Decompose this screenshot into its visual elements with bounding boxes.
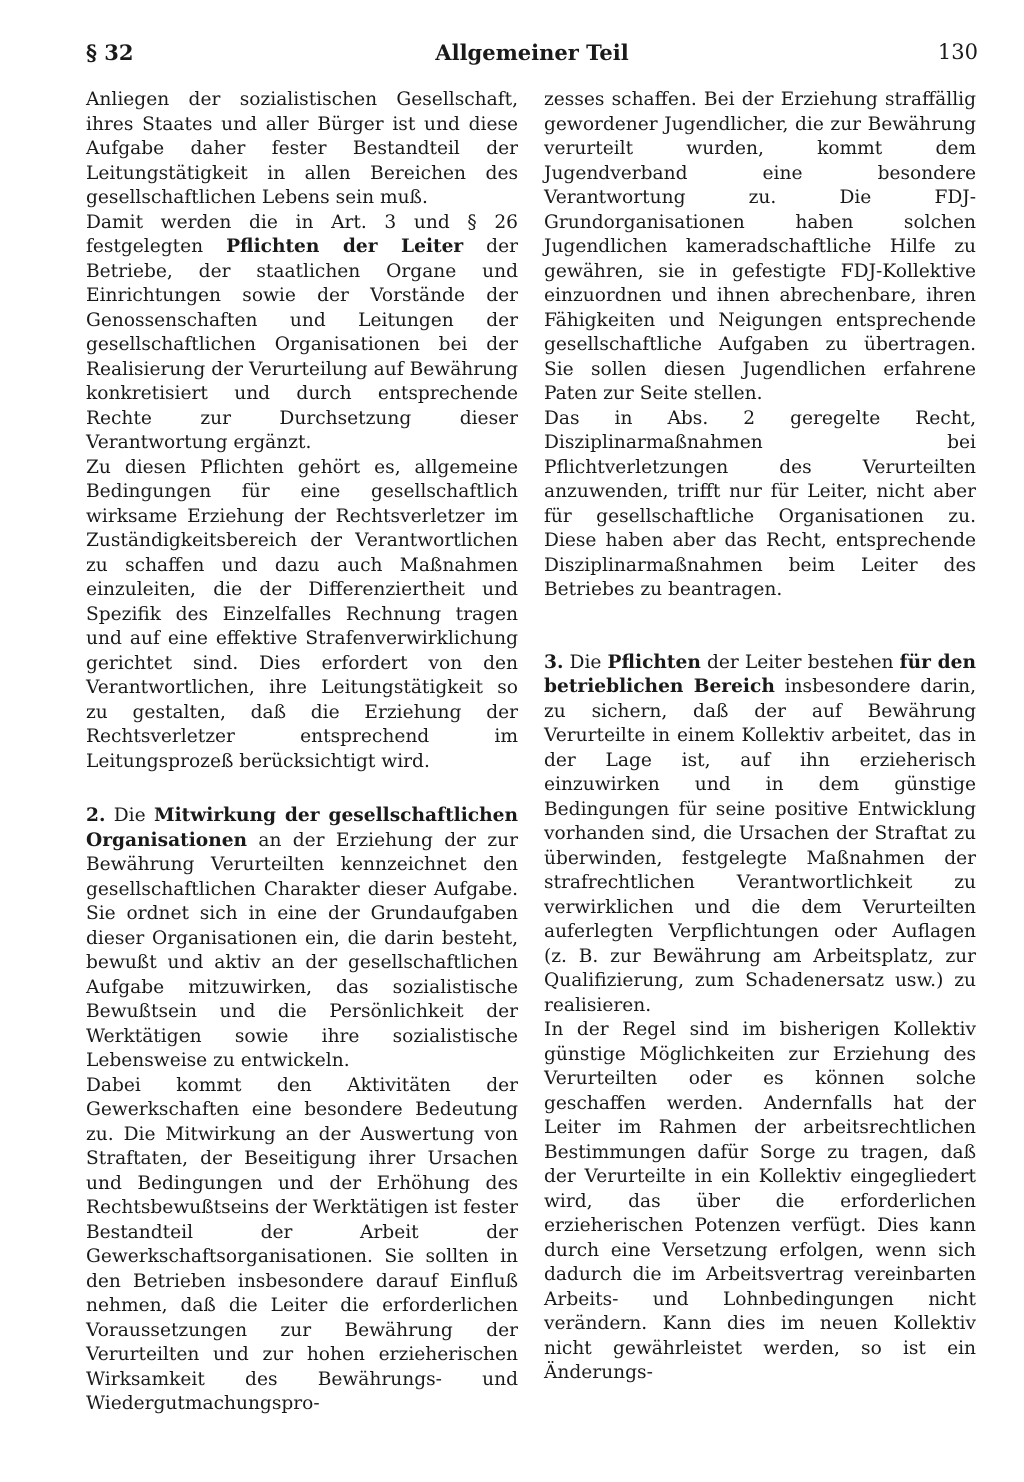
paragraph-number: 2. [86, 805, 106, 826]
paragraph-text: insbesondere darin, zu sichern, daß der auf Bewährung Verurteilte in einem Kollektiv arbeitet, das in der Lage ist, auf ihn erzieherisch einzuwirken und in dem günstige Bedingungen für seine positive Entwicklung vorhanden sind, die Ursachen der Straftat zu überwinden, festgelegte Maßnahmen der strafrechtlichen Verantwortlichkeit zu verwirklichen und die dem Verurteilten auferlegten Verpflichtungen oder Auflagen (z. B. zur Bewährung am Arbeitsplatz, zur Qualifizierung, zum Schadenersatz usw.) zu realisieren. [544, 676, 976, 1016]
paragraph-text: an der Erziehung der zur Bewährung Verurteilten kennzeichnet den gesellschaftlichen Charakter dieser Aufgabe. Sie ordnet sich in eine der Grundaufgaben dieser Organisationen ein, die darin besteht, bewußt und aktiv an der gesellschaftlichen Aufgabe mitzuwirken, das sozialistische Bewußtsein und die Persönlichkeit der Werktätigen sowie ihre sozialistische Lebensweise zu entwickeln. [86, 829, 518, 1071]
running-title: Allgemeiner Teil [435, 40, 629, 65]
bold-term: Pflichten [607, 651, 701, 673]
page-header [86, 40, 978, 70]
paragraph-text: Die [563, 651, 608, 673]
numbered-paragraph [544, 651, 976, 1019]
paragraph: Das in Abs. 2 geregelte Recht, Disziplinarmaßnahmen bei Pflichtverletzungen des Verurteilten anzuwenden, trifft nur für Leiter, nicht aber für gesellschaftliche Organisationen zu. Diese haben aber das Recht, entsprechende Disziplinarmaßnahmen beim Leiter des Betriebes zu beantragen. [544, 407, 976, 600]
paragraph: In der Regel sind im bisherigen Kollektiv günstige Möglichkeiten zur Erziehung des Verurteilten oder es können solche geschaffen werden. Andernfalls hat der Leiter im Rahmen der arbeitsrechtlichen Bestimmungen dafür Sorge zu tragen, daß der Verurteilte in ein Kollektiv eingegliedert wird, das über die erforderlichen erzieherischen Potenzen verfügt. Dies kann durch eine Versetzung erfolgen, wenn sich dadurch die im Arbeitsvertrag vereinbarten Arbeits- und Lohnbedingungen nicht verändern. Kann dies im neuen Kollektiv nicht gewährleistet werden, so ist ein Änderungs- [544, 1019, 976, 1383]
left-column [86, 88, 518, 1417]
paragraph-number: 3. [544, 651, 564, 673]
bold-term: Pflichten der Leiter [226, 236, 464, 257]
page-number: 130 [937, 40, 978, 64]
paragraph-text: Damit werden die in Art. 3 und § 26 festgelegten [86, 211, 518, 257]
paragraph-text: der Leiter bestehen [700, 651, 900, 673]
bold-term: für den betrieblichen Bereich [544, 651, 976, 697]
section-number: § 32 [86, 40, 134, 65]
numbered-paragraph [86, 804, 518, 1074]
paragraph: zesses schaffen. Bei der Erziehung straffällig gewordener Jugendlicher, die zur Bewährung verurteilt wurden, kommt dem Jugendverband eine besondere Verantwortung zu. Die FDJ-Grundorganisationen haben solchen Jugendlichen kameradschaftliche Hilfe zu gewähren, sie in gefestigte FDJ-Kollektive einzuordnen und ihnen abrechenbare, ihren Fähigkeiten und Neigungen entsprechende gesellschaftliche Aufgaben zu übertragen. Sie sollen diesen Jugendlichen erfahrene Paten zur Seite stellen. [544, 89, 976, 404]
right-column [544, 88, 976, 1386]
paragraph-text: der Betriebe, der staatlichen Organe und Einrichtungen sowie der Vorstände der Genossenschaften und Leitungen der gesellschaftlichen Organisationen bei der Realisierung der Verurteilung auf Bewährung konkretisiert und durch entsprechende Rechte zur Durchsetzung dieser Verantwortung ergänzt. [86, 236, 518, 453]
paragraph: Anliegen der sozialistischen Gesellschaft, ihres Staates und aller Bürger ist und diese Aufgabe daher fester Bestandteil der Leitungstätigkeit in allen Bereichen des gesellschaftlichen Lebens sein muß. [86, 89, 518, 208]
paragraph: Dabei kommt den Aktivitäten der Gewerkschaften eine besondere Bedeutung zu. Die Mitwirkung an der Auswertung von Straftaten, der Beseitigung ihrer Ursachen und Bedingungen und der Erhöhung des Rechtsbewußtseins der Werktätigen ist fester Bestandteil der Arbeit der Gewerkschaftsorganisationen. Sie sollten in den Betrieben insbesondere darauf Einfluß nehmen, daß die Leiter die erforderlichen Voraussetzungen zur Bewährung der Verurteilten und zur hohen erzieherischen Wirksamkeit des Bewährungs- und Wiedergutmachungspro- [86, 1074, 518, 1414]
paragraph-text: Die [105, 805, 154, 826]
paragraph: Zu diesen Pflichten gehört es, allgemeine Bedingungen für eine gesellschaftlich wirksame Erziehung der Rechtsverletzer im Zuständigkeitsbereich der Verantwortlichen zu schaffen und dazu auch Maßnahmen einzuleiten, die der Differenziertheit und Spezifik des Einzelfalles Rechnung tragen und auf eine effektive Strafenverwirklichung gerichtet sind. Dies erfordert von den Verantwortlichen, ihre Leitungstätigkeit so zu gestalten, daß die Erziehung der Rechtsverletzer entsprechend im Leitungsprozeß berücksichtigt wird. [86, 456, 518, 772]
paragraph [86, 211, 518, 456]
bold-term: Mitwirkung der gesellschaftlichen Organisationen [86, 805, 518, 851]
